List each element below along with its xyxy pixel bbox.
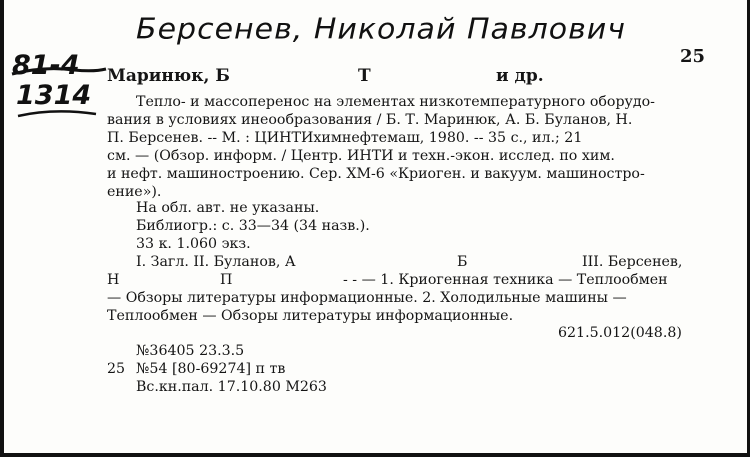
tracing-text: Теплообмен — Обзоры литературы информационные.: [107, 308, 514, 324]
heading-initial: Т: [358, 66, 371, 86]
description-line: П. Берсенев. -- М. : ЦИНТИхимнефтемаш, 1980. -- 35 с., ил.; 21: [107, 130, 583, 146]
handwritten-inventory-code: 1314: [16, 80, 92, 111]
description-line: вания в условиях инеообразования / Б. Т. Маринюк, А. Б. Буланов, Н.: [107, 112, 633, 128]
description-line: и нефт. машиностроению. Сер. ХМ-6 «Криоген. и вакуум. машиностро-: [107, 166, 645, 182]
page-number: 25: [680, 46, 706, 67]
tracing-text: I. Загл. II. Буланов, А: [136, 254, 296, 270]
udc-index: 621.5.012(048.8): [558, 325, 682, 341]
tracing-text: Б: [457, 254, 468, 270]
tracing-text: П: [220, 272, 233, 288]
heading-author: Маринюк, Б: [107, 66, 230, 86]
note-line: 33 к. 1.060 экз.: [136, 236, 251, 252]
description-line: Тепло- и массоперенос на элементах низкотемпературного оборудо-: [136, 94, 655, 110]
footer-book-chamber: Вс.кн.пал. 17.10.80 М263: [136, 379, 327, 395]
footer-left-number: 25: [107, 361, 126, 377]
handwritten-shelf-code: 81-4: [12, 50, 80, 81]
tracing-text: - - — 1. Криогенная техника — Теплообмен: [343, 272, 668, 288]
tracing-text: III. Берсенев,: [582, 254, 683, 270]
footer-order: №54 [80-69274] п тв: [136, 361, 286, 377]
handwritten-author-name: Берсенев, Николай Павлович: [136, 12, 627, 47]
note-line: На обл. авт. не указаны.: [136, 200, 320, 216]
tracing-text: — Обзоры литературы информационные. 2. Холодильные машины —: [107, 290, 627, 306]
note-line: Библиогр.: с. 33—34 (34 назв.).: [136, 218, 370, 234]
description-line: ение»).: [107, 184, 162, 200]
heading-and-others: и др.: [496, 66, 544, 86]
tracing-text: Н: [107, 272, 120, 288]
description-line: см. — (Обзор. информ. / Центр. ИНТИ и техн.-экон. исслед. по хим.: [107, 148, 615, 164]
footer-record: №36405 23.3.5: [136, 343, 245, 359]
